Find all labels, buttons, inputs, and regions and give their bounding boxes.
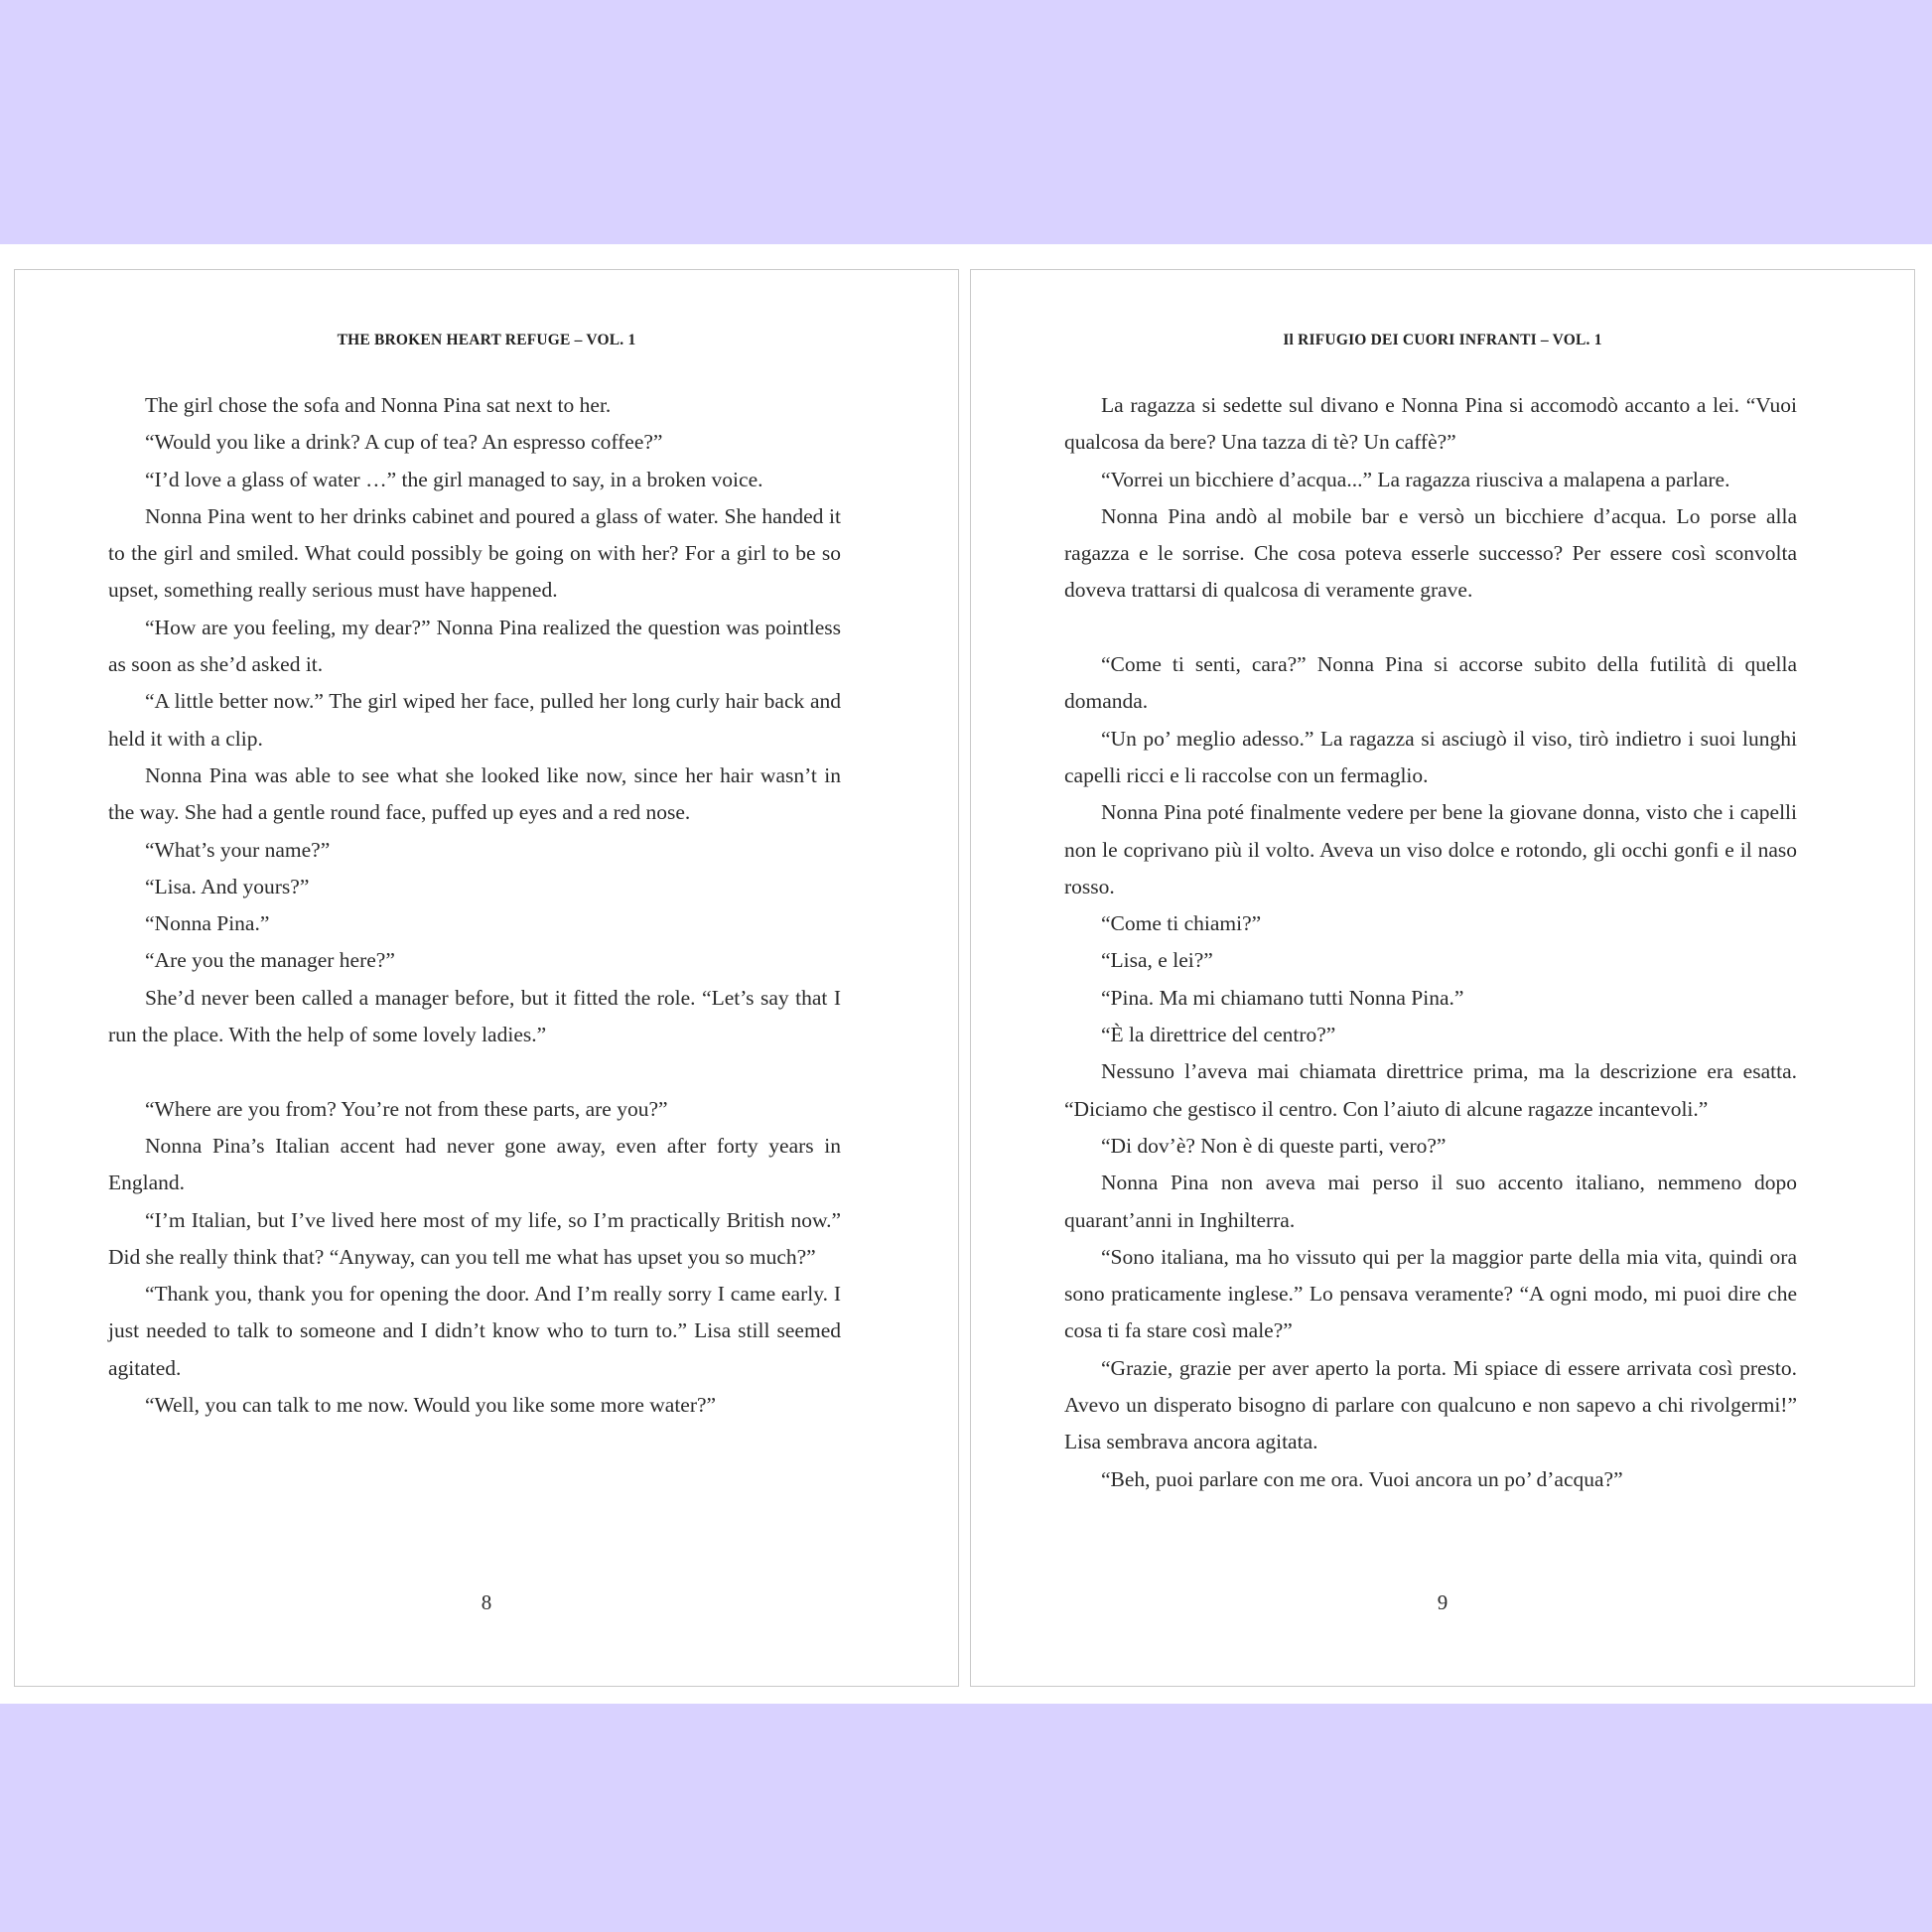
paragraph: “How are you feeling, my dear?” Nonna Pina realized the question was pointless as soon as she’d asked it. bbox=[108, 615, 841, 677]
paragraph: “Would you like a drink? A cup of tea? An espresso coffee?” bbox=[145, 430, 663, 455]
paragraph: “Pina. Ma mi chiamano tutti Nonna Pina.” bbox=[1101, 985, 1464, 1010]
paragraph: “I’m Italian, but I’ve lived here most of my life, so I’m practically British now.” Did she really think that? “Anyway, can you tell me what has upset you so much?” bbox=[108, 1207, 841, 1269]
paragraph: Nonna Pina poté finalmente vedere per bene la giovane donna, visto che i capelli non le coprivano più il volto. Aveva un viso dolce e rotondo, gli occhi gonfi e il naso rosso. bbox=[1064, 800, 1797, 898]
paragraph: “Come ti senti, cara?” Nonna Pina si accorse subito della futilità di quella domanda. bbox=[1064, 652, 1797, 714]
paragraph: “Sono italiana, ma ho vissuto qui per la maggior parte della mia vita, quindi ora sono praticamente inglese.” Lo pensava veramente? “A ogni modo, mi puoi dire che cosa ti fa stare così male?” bbox=[1064, 1244, 1797, 1343]
paragraph: “Lisa. And yours?” bbox=[145, 874, 310, 898]
paragraph: “Lisa, e lei?” bbox=[1101, 948, 1213, 973]
paragraph: “Well, you can talk to me now. Would you like some more water?” bbox=[145, 1393, 717, 1418]
page-number: 8 bbox=[481, 1590, 492, 1614]
paragraph: “Are you the manager here?” bbox=[145, 948, 395, 973]
paragraph: “Thank you, thank you for opening the door. And I’m really sorry I came early. I just needed to talk to someone and I didn’t know who to turn to.” Lisa still seemed agitated. bbox=[108, 1282, 841, 1380]
right-page bbox=[970, 269, 1915, 1687]
paragraph: Nonna Pina’s Italian accent had never gone away, even after forty years in England. bbox=[108, 1133, 841, 1195]
paragraph: Nonna Pina andò al mobile bar e versò un bicchiere d’acqua. Lo porse alla ragazza e le sorrise. Che cosa poteva esserle successo? Per essere così sconvolta doveva trattarsi di qualcosa di veramente grave. bbox=[1064, 503, 1797, 603]
paragraph: Nonna Pina went to her drinks cabinet and poured a glass of water. She handed it to the girl and smiled. What could possibly be going on with her? For a girl to be so upset, something really serious must have happened. bbox=[108, 503, 841, 603]
body-text bbox=[1064, 387, 1797, 1498]
page-number: 9 bbox=[1437, 1590, 1449, 1614]
paragraph: “I’d love a glass of water …” the girl managed to say, in a broken voice. bbox=[145, 467, 763, 491]
paragraph: “Grazie, grazie per aver aperto la porta. Mi spiace di essere arrivata così presto. Avevo un disperato bisogno di parlare con qualcuno e non sapevo a chi rivolgermi!” Lisa sembrava ancora agitata. bbox=[1064, 1355, 1797, 1454]
running-head: Il RIFUGIO DEI CUORI INFRANTI – VOL. 1 bbox=[1283, 332, 1602, 348]
body-text bbox=[108, 387, 841, 1424]
paragraph: “Beh, puoi parlare con me ora. Vuoi ancora un po’ d’acqua?” bbox=[1101, 1466, 1623, 1491]
paragraph: “Un po’ meglio adesso.” La ragazza si asciugò il viso, tirò indietro i suoi lunghi capelli ricci e li raccolse con un fermaglio. bbox=[1064, 726, 1797, 787]
paragraph: “Come ti chiami?” bbox=[1101, 911, 1262, 936]
paragraph: “Nonna Pina.” bbox=[145, 911, 270, 936]
running-head: THE BROKEN HEART REFUGE – VOL. 1 bbox=[337, 332, 636, 348]
left-page bbox=[14, 269, 959, 1687]
paragraph: Nessuno l’aveva mai chiamata direttrice prima, ma la descrizione era esatta. “Diciamo che gestisco il centro. Con l’aiuto di alcune ragazze incantevoli.” bbox=[1064, 1059, 1797, 1121]
paragraph: La ragazza si sedette sul divano e Nonna Pina si accomodò accanto a lei. “Vuoi qualcosa da bere? Una tazza di tè? Un caffè?” bbox=[1064, 393, 1797, 455]
paragraph: “A little better now.” The girl wiped her face, pulled her long curly hair back and held it with a clip. bbox=[108, 689, 841, 751]
paragraph: The girl chose the sofa and Nonna Pina sat next to her. bbox=[145, 393, 612, 417]
paragraph: “È la direttrice del centro?” bbox=[1101, 1023, 1336, 1047]
paragraph: “What’s your name?” bbox=[145, 837, 331, 862]
paragraph: “Where are you from? You’re not from these parts, are you?” bbox=[145, 1096, 668, 1121]
paragraph: She’d never been called a manager before, but it fitted the role. “Let’s say that I run the place. With the help of some lovely ladies.” bbox=[108, 985, 841, 1047]
paragraph: “Vorrei un bicchiere d’acqua...” La ragazza riusciva a malapena a parlare. bbox=[1101, 467, 1730, 491]
paragraph: Nonna Pina non aveva mai perso il suo accento italiano, nemmeno dopo quarant’anni in Inghilterra. bbox=[1064, 1171, 1797, 1232]
paragraph: “Di dov’è? Non è di queste parti, vero?” bbox=[1101, 1133, 1447, 1158]
paragraph: Nonna Pina was able to see what she looked like now, since her hair wasn’t in the way. She had a gentle round face, puffed up eyes and a red nose. bbox=[108, 762, 841, 825]
